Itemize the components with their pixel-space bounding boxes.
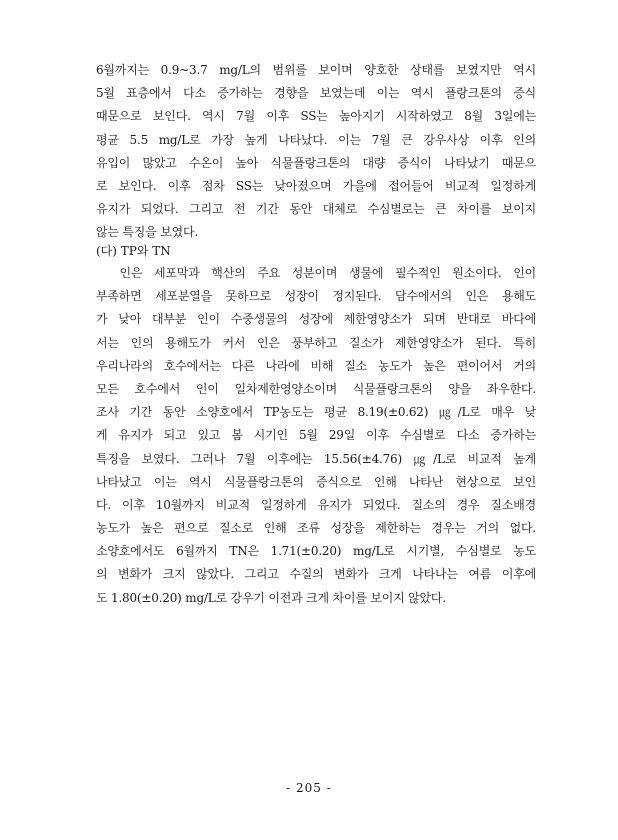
paragraph-line: 5월 표층에서 다소 증가하는 경향을 보였는데 이는 역시 플랑크톤의 증식 (96, 86, 536, 101)
paragraph-line: 소양호에서도 6월까지 TN은 1.71(±0.20) mg/L로 시기별, 수심별로 농도 (96, 544, 536, 559)
paragraph-line: 농도가 높은 편으로 질소로 인해 조류 성장을 제한하는 경우는 거의 없다. (96, 521, 536, 536)
paragraph-tp-tn (96, 262, 536, 610)
paragraph-line: 의 변화가 크지 않았다. 그리고 수질의 변화가 크게 나타나는 여름 이후에 (96, 567, 536, 582)
paragraph-line: 모든 호수에서 인이 일차제한영양소이며 식물플랑크톤의 양을 좌우한다. (96, 381, 536, 396)
paragraph-line: 서는 인의 용해도가 커서 인은 풍부하고 질소가 제한영양소가 된다. 특히 (96, 335, 536, 350)
paragraph-line: 6월까지는 0.9~3.7 mg/L의 범위를 보이며 양호한 상태를 보였지만 역시 (96, 63, 536, 77)
paragraph-line: 유지가 되었다. 그리고 전 기간 동안 대체로 수심별로는 큰 차이를 보이지 (96, 202, 536, 217)
paragraph-line: 부족하면 세포분열을 못하므로 성장이 정지된다. 담수에서의 인은 용해도 (96, 289, 536, 304)
paragraph-line: 도 1.80(±0.20) mg/L로 강우기 이전과 크게 차이를 보이지 않았다. (96, 590, 446, 605)
paragraph-line: 게 유지가 되고 있고 봄 시기인 5월 29일 이후 수심별로 다소 증가하는 (96, 428, 536, 443)
paragraph-line: 때문으로 보인다. 역시 7월 이후 SS는 높아지기 시작하였고 8월 3일에는 (96, 109, 536, 124)
paragraph-line: 인은 세포막과 핵산의 주요 성분이며 생물에 필수적인 원소이다. 인이 (96, 266, 536, 280)
paragraph-line: 가 낮아 대부분 인이 수중생물의 성장에 제한영양소가 되며 반대로 바다에 (96, 312, 536, 327)
section-heading-tp-tn: (다) TP와 TN (96, 244, 171, 258)
paragraph-line: 우리나라의 호수에서는 다른 나라에 비해 질소 농도가 높은 편이어서 거의 (96, 358, 536, 373)
paragraph-line: 특징을 보였다. 그러나 7월 이후에는 15.56(±4.76) ㎍/L로 비교적 높게 (96, 451, 536, 466)
paragraph-line: 유입이 많았고 수온이 높아 식물플랑크톤의 대량 증식이 나타났기 때문으 (96, 155, 536, 170)
paragraph-ss-summary (96, 59, 536, 245)
paragraph-line: 나타났고 이는 역시 식물플랑크톤의 증식으로 인해 나타난 현상으로 보인 (96, 474, 536, 489)
paragraph-line: 다. 이후 10월까지 비교적 일정하게 유지가 되었다. 질소의 경우 질소배경 (96, 497, 536, 512)
page-number: - 205 - (286, 781, 332, 795)
paragraph-line: 않는 특징을 보였다. (96, 225, 198, 240)
paragraph-line: 조사 기간 동안 소양호에서 TP농도는 평균 8.19(±0.62) ㎍/L로 매우 낮 (96, 405, 536, 420)
paragraph-line: 로 보인다. 이후 점차 SS는 낮아졌으며 가을에 접어들어 비교적 일정하게 (96, 178, 536, 193)
paragraph-line: 평균 5.5 mg/L로 가장 높게 나타났다. 이는 7월 큰 강우사상 이후 인의 (96, 132, 536, 147)
